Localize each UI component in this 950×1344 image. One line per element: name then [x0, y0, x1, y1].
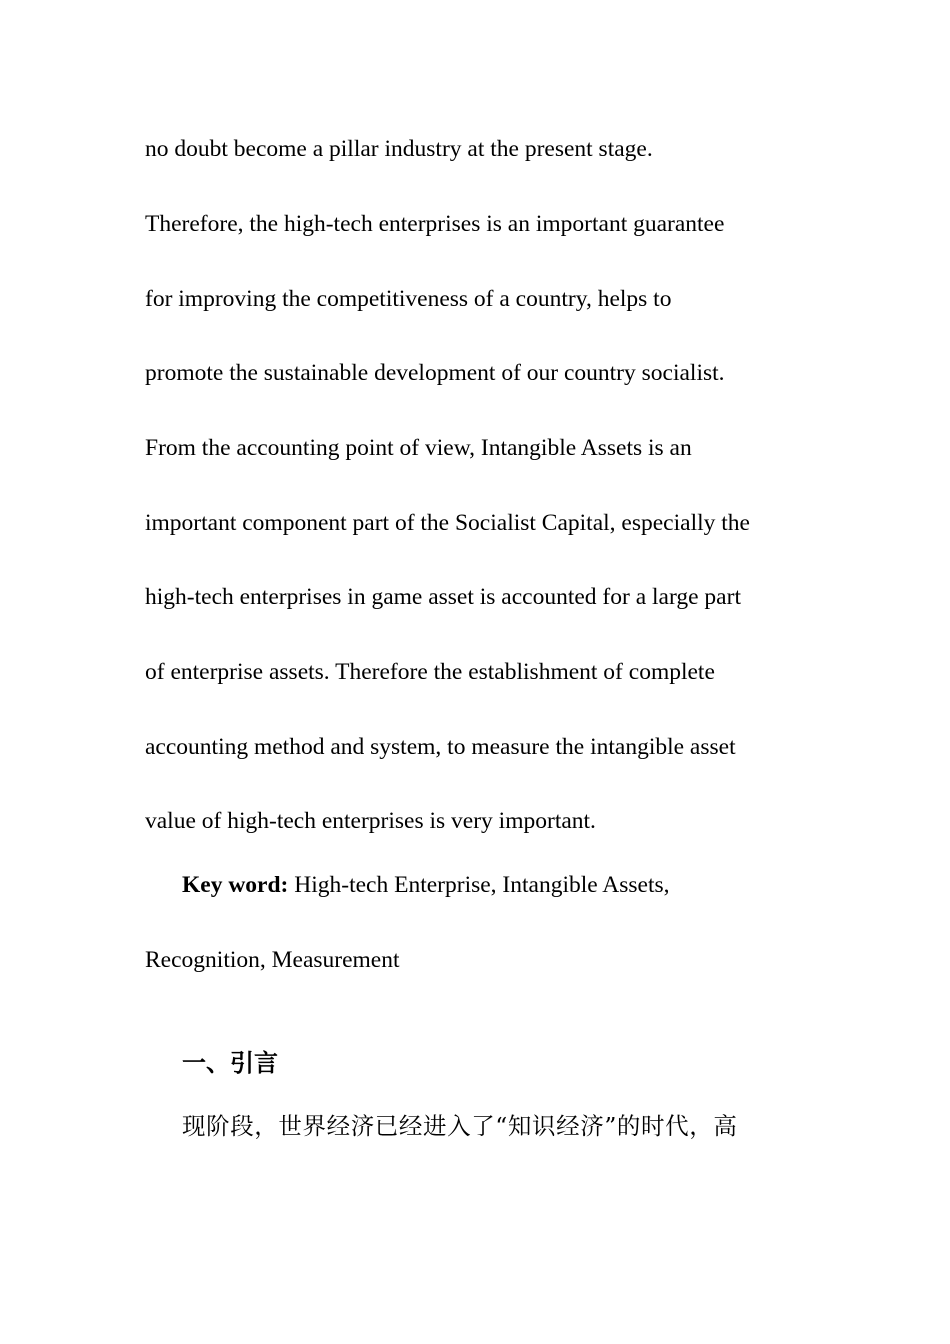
- abstract-line: From the accounting point of view, Intangible Assets is an: [145, 435, 692, 461]
- abstract-line: high-tech enterprises in game asset is accounted for a large part: [145, 584, 741, 610]
- keywords-text: High-tech Enterprise, Intangible Assets,: [288, 872, 670, 898]
- section-heading: 一、引言: [182, 1049, 278, 1077]
- abstract-line: value of high-tech enterprises is very important.: [145, 808, 596, 834]
- abstract-line: important component part of the Socialist Capital, especially the: [145, 510, 750, 536]
- abstract-line: promote the sustainable development of our country socialist.: [145, 360, 725, 386]
- abstract-line: Therefore, the high-tech enterprises is an important guarantee: [145, 211, 725, 237]
- keywords-line: [182, 870, 670, 900]
- abstract-line: for improving the competitiveness of a country, helps to: [145, 286, 672, 312]
- abstract-line: no doubt become a pillar industry at the present stage.: [145, 136, 653, 162]
- abstract-line: of enterprise assets. Therefore the establishment of complete: [145, 659, 715, 685]
- keywords-label: Key word:: [182, 872, 289, 898]
- abstract-line: accounting method and system, to measure the intangible asset: [145, 734, 736, 760]
- keywords-continuation: Recognition, Measurement: [145, 947, 400, 973]
- body-paragraph-line: 现阶段，世界经济已经进入了“知识经济”的时代，高: [182, 1112, 738, 1140]
